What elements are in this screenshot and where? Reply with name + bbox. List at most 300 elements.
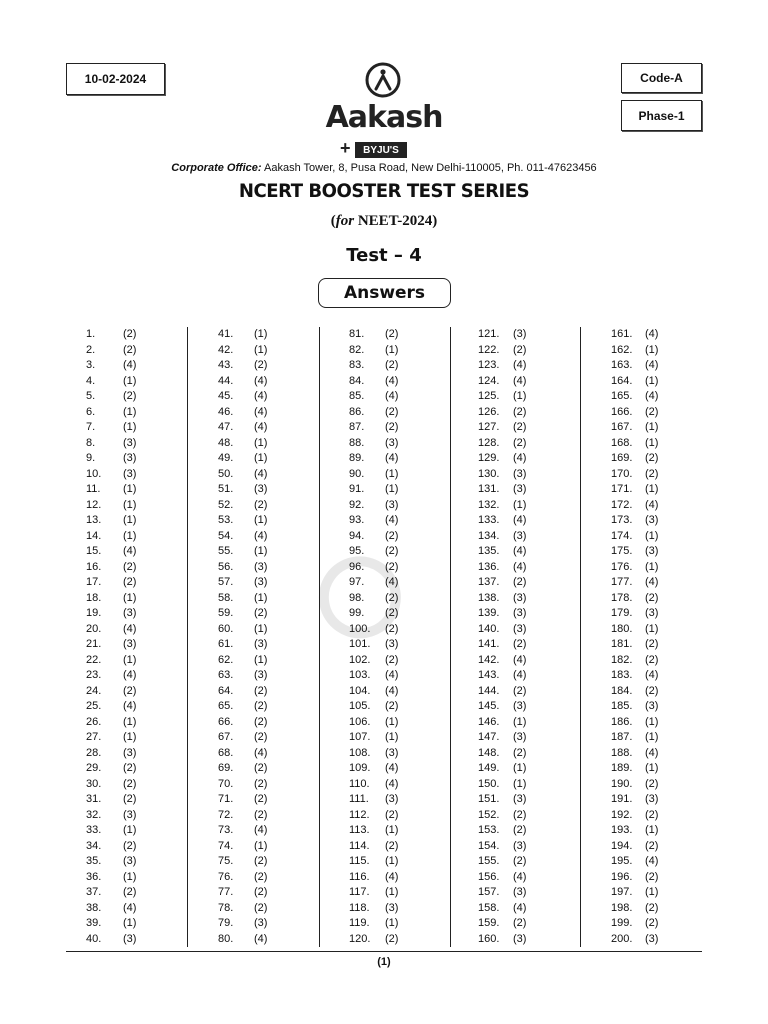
answer-row: [478, 684, 608, 700]
answer-row: [218, 916, 348, 932]
exam-line: (for NEET-2024): [330, 213, 438, 229]
question-number: 170.: [611, 467, 633, 480]
question-number: 61.: [218, 638, 234, 650]
answer-row: [611, 482, 741, 498]
answer-option: (4): [645, 576, 659, 588]
question-number: 160.: [478, 932, 500, 945]
question-number: 123.: [478, 359, 500, 371]
answer-row: [86, 684, 216, 700]
question-number: 21.: [86, 638, 102, 650]
question-number: 88.: [349, 436, 365, 449]
answer-row: [349, 389, 479, 405]
answer-option: (2): [385, 839, 399, 852]
question-number: 59.: [218, 607, 234, 619]
answer-row: [349, 498, 479, 514]
answer-row: [349, 575, 479, 591]
answer-option: (4): [513, 359, 527, 371]
question-number: 190.: [611, 777, 633, 790]
answer-option: (1): [123, 653, 137, 666]
answer-option: (2): [513, 405, 527, 418]
answer-option: (2): [513, 576, 527, 588]
answer-row: [218, 699, 348, 715]
answer-column: [86, 327, 216, 947]
answer-option: (2): [645, 870, 659, 883]
question-number: 67.: [218, 731, 234, 743]
question-number: 122.: [478, 343, 500, 356]
answer-option: (3): [123, 467, 137, 480]
question-number: 30.: [86, 777, 102, 790]
question-number: 138.: [478, 591, 500, 604]
answer-row: [349, 761, 479, 777]
plus-sign: +: [340, 138, 351, 158]
answer-row: [478, 560, 608, 576]
question-number: 199.: [611, 917, 633, 929]
answer-row: [478, 606, 608, 622]
question-number: 20.: [86, 622, 102, 635]
answer-row: [86, 637, 216, 653]
question-number: 163.: [611, 359, 633, 371]
bottom-rule: [66, 951, 702, 952]
answer-row: [478, 327, 608, 343]
question-number: 195.: [611, 855, 633, 867]
answer-row: [349, 668, 479, 684]
answer-option: (1): [385, 886, 399, 898]
for-word: for: [335, 213, 355, 229]
question-number: 5.: [86, 390, 96, 402]
answer-option: (4): [123, 700, 137, 712]
question-number: 98.: [349, 591, 365, 604]
question-number: 12.: [86, 498, 102, 511]
answer-row: [86, 901, 216, 917]
question-number: 115.: [349, 855, 370, 867]
answer-option: (2): [513, 917, 527, 929]
answer-option: (2): [385, 932, 399, 945]
answer-option: (1): [123, 870, 137, 883]
answer-row: [218, 327, 348, 343]
answer-row: [478, 777, 608, 793]
answer-option: (3): [645, 932, 659, 945]
answer-option: (3): [645, 700, 659, 712]
series-title: NCERT BOOSTER TEST SERIES: [238, 180, 530, 202]
answer-option: (4): [254, 932, 268, 945]
answer-row: [611, 389, 741, 405]
question-number: 125.: [478, 390, 500, 402]
answer-option: (4): [254, 824, 268, 836]
answer-row: [218, 668, 348, 684]
question-number: 140.: [478, 622, 500, 635]
answer-column: [218, 327, 348, 947]
answer-option: (1): [123, 374, 137, 387]
answer-option: (1): [385, 731, 399, 743]
question-number: 23.: [86, 669, 102, 681]
question-number: 3.: [86, 359, 96, 371]
answer-option: (2): [254, 359, 268, 371]
answer-option: (2): [123, 777, 137, 790]
answer-option: (4): [254, 405, 268, 418]
answer-option: (4): [385, 684, 399, 697]
answer-row: [349, 777, 479, 793]
question-number: 153.: [478, 824, 500, 836]
answer-option: (2): [254, 607, 268, 619]
question-number: 114.: [349, 839, 370, 852]
answer-option: (4): [123, 622, 137, 635]
question-number: 54.: [218, 529, 234, 542]
answer-option: (3): [513, 607, 527, 619]
answer-row: [218, 560, 348, 576]
answer-option: (4): [513, 514, 527, 526]
answer-option: (1): [254, 514, 268, 526]
question-number: 128.: [478, 436, 500, 449]
answer-column: [611, 327, 741, 947]
answer-row: [218, 544, 348, 560]
answer-row: [86, 885, 216, 901]
answer-row: [611, 653, 741, 669]
test-title: Test – 4: [346, 245, 422, 266]
answer-row: [349, 870, 479, 886]
question-number: 183.: [611, 669, 633, 681]
question-number: 68.: [218, 746, 234, 759]
question-number: 16.: [86, 560, 102, 573]
question-number: 63.: [218, 669, 234, 681]
answer-row: [86, 870, 216, 886]
answer-option: (3): [513, 700, 527, 712]
question-number: 193.: [611, 824, 633, 836]
answer-column: [478, 327, 608, 947]
question-number: 175.: [611, 545, 633, 557]
question-number: 8.: [86, 436, 96, 449]
question-number: 102.: [349, 653, 371, 666]
answer-option: (4): [385, 762, 399, 774]
answer-option: (2): [123, 343, 137, 356]
answer-row: [86, 529, 216, 545]
answer-row: [218, 451, 348, 467]
answer-row: [611, 405, 741, 421]
answer-option: (2): [254, 684, 268, 697]
answer-option: (2): [645, 777, 659, 790]
question-number: 44.: [218, 374, 234, 387]
answer-option: (4): [385, 777, 399, 790]
question-number: 159.: [478, 917, 500, 929]
answer-option: (1): [123, 715, 137, 728]
question-number: 40.: [86, 932, 102, 945]
question-number: 145.: [478, 700, 500, 712]
answer-row: [478, 467, 608, 483]
answer-option: (2): [385, 359, 399, 371]
answer-option: (3): [513, 529, 527, 542]
answer-row: [478, 358, 608, 374]
answer-option: (1): [123, 731, 137, 743]
answer-option: (1): [123, 514, 137, 526]
question-number: 90.: [349, 467, 365, 480]
question-number: 120.: [349, 932, 371, 945]
answer-row: [86, 808, 216, 824]
answer-row: [611, 746, 741, 762]
answer-row: [86, 467, 216, 483]
answer-row: [611, 529, 741, 545]
question-number: 126.: [478, 405, 500, 418]
question-number: 108.: [349, 746, 371, 759]
answer-option: (2): [645, 684, 659, 697]
question-number: 165.: [611, 390, 633, 402]
answer-option: (2): [385, 328, 399, 340]
answer-option: (4): [645, 498, 659, 511]
answer-option: (2): [123, 576, 137, 588]
question-number: 41.: [218, 328, 234, 340]
aakash-logo: [318, 62, 450, 166]
question-number: 100.: [349, 622, 371, 635]
answer-option: (2): [385, 405, 399, 418]
answer-row: [218, 513, 348, 529]
answer-option: (4): [254, 421, 268, 433]
question-number: 26.: [86, 715, 102, 728]
question-number: 121.: [478, 328, 500, 340]
answer-row: [611, 715, 741, 731]
answer-row: [86, 622, 216, 638]
answer-row: [86, 839, 216, 855]
answer-row: [86, 854, 216, 870]
answer-option: (2): [254, 762, 268, 774]
question-number: 52.: [218, 498, 234, 511]
answer-row: [611, 792, 741, 808]
answer-row: [86, 327, 216, 343]
answer-row: [478, 761, 608, 777]
answer-row: [349, 792, 479, 808]
answer-row: [86, 451, 216, 467]
answer-row: [218, 467, 348, 483]
question-number: 77.: [218, 886, 234, 898]
answer-row: [611, 374, 741, 390]
question-number: 93.: [349, 514, 365, 526]
answer-row: [478, 482, 608, 498]
answer-row: [218, 761, 348, 777]
question-number: 29.: [86, 762, 102, 774]
answer-option: (4): [513, 653, 527, 666]
answer-row: [349, 327, 479, 343]
answer-row: [218, 684, 348, 700]
question-number: 179.: [611, 607, 633, 619]
question-number: 18.: [86, 591, 102, 604]
answer-row: [349, 420, 479, 436]
answer-row: [218, 653, 348, 669]
corporate-address: [0, 162, 768, 174]
question-number: 194.: [611, 839, 633, 852]
answer-option: (1): [513, 390, 527, 402]
answer-option: (2): [513, 436, 527, 449]
answer-option: (2): [513, 855, 527, 867]
answer-option: (3): [123, 932, 137, 945]
answer-row: [86, 482, 216, 498]
answer-option: (2): [645, 452, 659, 464]
answer-row: [611, 358, 741, 374]
answer-option: (2): [513, 808, 527, 821]
answer-row: [611, 823, 741, 839]
answer-row: [218, 792, 348, 808]
question-number: 133.: [478, 514, 500, 526]
answer-option: (2): [254, 808, 268, 821]
question-number: 184.: [611, 684, 633, 697]
question-number: 37.: [86, 886, 102, 898]
question-number: 85.: [349, 390, 365, 402]
answer-row: [611, 916, 741, 932]
question-number: 75.: [218, 855, 234, 867]
answer-option: (1): [123, 405, 137, 418]
question-number: 178.: [611, 591, 633, 604]
answer-option: (1): [513, 762, 527, 774]
question-number: 24.: [86, 684, 102, 697]
question-number: 141.: [478, 638, 500, 650]
answer-key-grid: [66, 327, 702, 949]
answer-option: (4): [254, 746, 268, 759]
question-number: 196.: [611, 870, 633, 883]
answer-option: (2): [385, 653, 399, 666]
answer-row: [86, 746, 216, 762]
answer-row: [86, 358, 216, 374]
answer-row: [218, 870, 348, 886]
answer-row: [478, 870, 608, 886]
answer-row: [349, 808, 479, 824]
answer-option: (1): [645, 886, 659, 898]
answer-option: (2): [254, 498, 268, 511]
phase-box: Phase-1: [621, 100, 702, 131]
answer-option: (3): [254, 560, 268, 573]
answer-option: (2): [254, 793, 268, 805]
question-number: 143.: [478, 669, 500, 681]
answer-row: [218, 606, 348, 622]
answer-row: [86, 591, 216, 607]
answer-option: (1): [385, 855, 399, 867]
question-number: 53.: [218, 514, 234, 526]
answer-option: (4): [645, 669, 659, 681]
question-number: 173.: [611, 514, 633, 526]
answer-row: [478, 901, 608, 917]
question-number: 111.: [349, 793, 369, 805]
answer-row: [86, 343, 216, 359]
question-number: 154.: [478, 839, 500, 852]
answer-row: [349, 374, 479, 390]
answer-row: [611, 637, 741, 653]
answer-option: (2): [385, 808, 399, 821]
answer-row: [478, 808, 608, 824]
answer-row: [349, 405, 479, 421]
answer-option: (3): [513, 328, 527, 340]
answer-option: (4): [385, 669, 399, 681]
question-number: 192.: [611, 808, 633, 821]
answer-option: (2): [254, 901, 268, 914]
question-number: 50.: [218, 467, 234, 480]
question-number: 106.: [349, 715, 371, 728]
answer-row: [86, 436, 216, 452]
answer-row: [611, 498, 741, 514]
answer-row: [349, 746, 479, 762]
answer-row: [349, 854, 479, 870]
answer-row: [611, 606, 741, 622]
answer-row: [349, 560, 479, 576]
answer-row: [218, 405, 348, 421]
answer-option: (1): [254, 545, 268, 557]
question-number: 36.: [86, 870, 102, 883]
answer-option: (3): [385, 746, 399, 759]
answer-option: (3): [254, 576, 268, 588]
answer-option: (1): [645, 483, 659, 495]
question-number: 155.: [478, 855, 500, 867]
question-number: 56.: [218, 560, 234, 573]
question-number: 124.: [478, 374, 500, 387]
answer-option: (3): [254, 638, 268, 650]
answer-option: (3): [254, 917, 268, 929]
answer-option: (3): [645, 607, 659, 619]
question-number: 113.: [349, 824, 370, 836]
answer-option: (1): [254, 839, 268, 852]
answer-row: [86, 653, 216, 669]
question-number: 180.: [611, 622, 633, 635]
question-number: 103.: [349, 669, 371, 681]
answer-row: [478, 622, 608, 638]
question-number: 104.: [349, 684, 371, 697]
question-number: 152.: [478, 808, 500, 821]
answer-option: (1): [123, 529, 137, 542]
answer-row: [349, 885, 479, 901]
question-number: 131.: [478, 483, 500, 495]
answer-option: (3): [513, 932, 527, 945]
answer-option: (4): [513, 545, 527, 557]
question-number: 84.: [349, 374, 365, 387]
answer-row: [478, 405, 608, 421]
brand-wordmark: Aakash: [325, 100, 443, 135]
answer-row: [349, 684, 479, 700]
question-number: 164.: [611, 374, 633, 387]
question-number: 129.: [478, 452, 500, 464]
answer-option: (1): [513, 715, 527, 728]
answer-option: (2): [645, 653, 659, 666]
answer-option: (2): [513, 421, 527, 433]
question-number: 32.: [86, 808, 102, 821]
question-number: 72.: [218, 808, 234, 821]
question-number: 46.: [218, 405, 234, 418]
answer-row: [218, 854, 348, 870]
answer-row: [86, 932, 216, 948]
answer-option: (3): [123, 452, 137, 464]
answer-option: (1): [645, 731, 659, 743]
answer-row: [86, 405, 216, 421]
answer-row: [478, 715, 608, 731]
answer-row: [478, 668, 608, 684]
answer-row: [218, 436, 348, 452]
answer-row: [478, 451, 608, 467]
answer-row: [349, 343, 479, 359]
answer-row: [218, 808, 348, 824]
answer-option: (1): [123, 421, 137, 433]
answer-row: [218, 529, 348, 545]
question-number: 4.: [86, 374, 96, 387]
answer-row: [478, 823, 608, 839]
answer-row: [86, 823, 216, 839]
answer-option: (2): [254, 855, 268, 867]
answer-option: (2): [385, 560, 399, 573]
question-number: 51.: [218, 483, 234, 495]
answer-option: (3): [254, 669, 268, 681]
answer-option: (3): [513, 886, 527, 898]
answer-option: (2): [645, 591, 659, 604]
answer-option: (2): [513, 343, 527, 356]
answer-row: [611, 730, 741, 746]
question-number: 149.: [478, 762, 500, 774]
answer-row: [349, 715, 479, 731]
answer-option: (3): [123, 436, 137, 449]
question-number: 22.: [86, 653, 102, 666]
answer-option: (1): [645, 421, 659, 433]
answer-option: (2): [385, 421, 399, 433]
question-number: 43.: [218, 359, 234, 371]
